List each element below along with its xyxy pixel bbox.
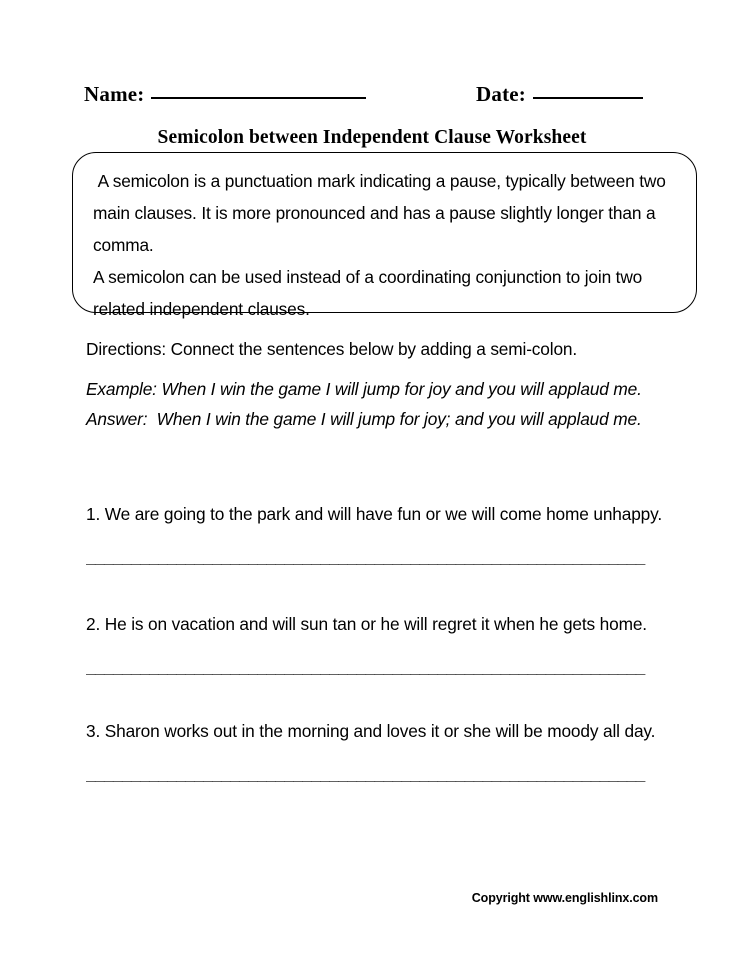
question-item bbox=[86, 609, 666, 675]
answer-line[interactable]: ______________________________________________________________ bbox=[86, 768, 645, 782]
question-item bbox=[86, 716, 666, 782]
example-answer: Answer: When I win the game I will jump for joy; and you will applaud me. bbox=[86, 409, 642, 429]
definition-box bbox=[72, 152, 697, 319]
student-info-header bbox=[84, 82, 660, 110]
answer-line[interactable]: ______________________________________________________________ bbox=[86, 661, 645, 675]
name-label: Name: bbox=[84, 82, 145, 106]
copyright-notice: Copyright www.englishlinx.com bbox=[471, 891, 658, 905]
definition-paragraph-2: A semicolon can be used instead of a coordinating conjunction to join two related independent clauses. bbox=[93, 267, 647, 319]
directions-text: Directions: Connect the sentences below by adding a semi-colon. bbox=[86, 339, 578, 359]
question-text: 2. He is on vacation and will sun tan or he will regret it when he gets home. bbox=[86, 614, 647, 634]
date-field bbox=[476, 82, 643, 107]
question-item bbox=[86, 499, 666, 565]
example-sentence: Example: When I win the game I will jump for joy and you will applaud me. bbox=[86, 379, 642, 399]
answer-line[interactable]: ______________________________________________________________ bbox=[86, 551, 645, 565]
definition-paragraph-1: A semicolon is a punctuation mark indicating a pause, typically between two main clauses. It is more pronounced and has a pause slightly longer than a comma. bbox=[93, 171, 671, 255]
name-input-line[interactable] bbox=[151, 97, 366, 99]
question-text: 3. Sharon works out in the morning and loves it or she will be moody all day. bbox=[86, 721, 656, 741]
name-field bbox=[84, 82, 366, 107]
question-text: 1. We are going to the park and will have fun or we will come home unhappy. bbox=[86, 504, 662, 524]
date-input-line[interactable] bbox=[533, 97, 643, 99]
example-block bbox=[86, 374, 661, 434]
date-label: Date: bbox=[476, 82, 526, 106]
page-title: Semicolon between Independent Clause Worksheet bbox=[157, 127, 587, 148]
